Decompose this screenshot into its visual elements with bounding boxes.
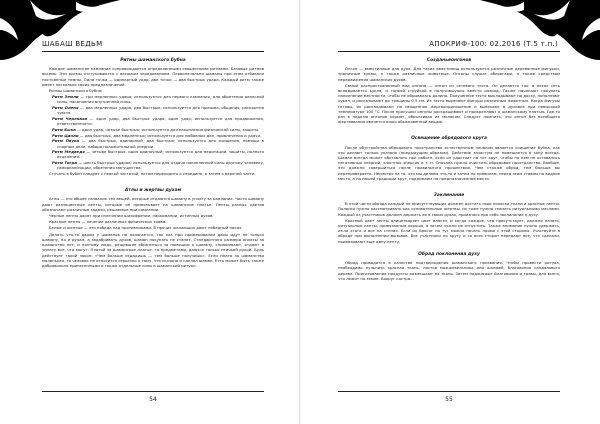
paragraph: Стучать в бубен следует с неокой частотой, потом переходить к середине, а затем к верхней части.	[49, 171, 256, 177]
paragraph: Ритмы шаманского бубна:	[49, 88, 103, 94]
rite-item	[52, 160, 264, 170]
spacer	[338, 245, 560, 250]
right-page	[300, 0, 600, 424]
paragraph: Черные ленты дарят при излечении шизофрении, наркомании, истинных духов.	[49, 213, 214, 219]
rite-name: Ритм Оленя	[52, 105, 79, 111]
rite-text: — один удар, четыре быстрых; используется для накопления физической силы, защиты.	[77, 126, 260, 132]
page-body	[42, 56, 264, 380]
rite-item	[52, 127, 264, 132]
rite-text: — три медленных удара; используется для первого камлания, для обретения реальной силы, накопления внутренней силы.	[57, 94, 264, 105]
footer-rule	[42, 391, 264, 392]
rite-item	[52, 133, 264, 138]
paragraph: Обряд проводится в качестве подтверждения шаманского призвания. Чтобы провести ритуал, необходимо пульпить красная ткань, листья можжевельника или шалфей, благовония сандалового дерева. Приготовление продукты размещают на ткань. Затем поджигают благовония и травы, для всего, что лежит на земле. Вокруг костра...	[338, 260, 560, 281]
running-head: ШАБАШ ВЕДЬМ	[42, 40, 103, 48]
rite-text: — шесть быстрых ударов; используется для отдачи накопленной силы другому человеку, самореализации, обретения могущества.	[57, 160, 264, 171]
paragraph: Самый распространенный вид онгона — онгон из сетевого теста. Он делается так: в песок сеть вкладывается кукла, и тонкой струйкой в получившуюся вместо разряд. Также начинают покупать наполнение местности, чтобы не обрывалась долина. Полученное тесто выкладывают на доску, пополняют кукол, и раскатывают до толщины 0,5 см. Из теста вырезают фигуры различных животных. Когда фигуры готовы, их раскладывают на священное жертвоприношение и выпекают в духовке при невысокой температуре 100 °C. После просушки онгоны раскрашивают и прикрепляют к шаманскому платью. Где-то раз в неделю онгонов кормят, обрызгивая их молоком. Следует помнить, что онгон без всеобщего жертвования является лишь обыкновенной вещью.	[338, 82, 560, 125]
paragraph: Белые и желтые — это победа над противниками. В прочих желающих дают победный наказ.	[49, 225, 243, 231]
rite-text: — один удар, два быстрых удара, один удар; используется для продвижения, ответственности.	[57, 116, 264, 127]
page-number: 54	[149, 396, 157, 403]
rite-item	[52, 138, 264, 148]
paragraph: Каждое шаманское камлание сопровождается определенными священными ритмами. Базовых ритмов восемь. Эти ритмы отстукиваются с весомым чередованием. Первоначально шаманы при этом отбивали постоянные темпы. Одна точка — одинарный удар, две точки — два быстрых удара. Каждый ритм также имеет несколько своих предназначений.	[42, 66, 264, 87]
section-title: Созданьеонгонов	[426, 58, 472, 63]
rite-item	[52, 94, 264, 104]
section-title: Ритмы шаманского бубна	[120, 58, 186, 63]
paragraph: Красный цвет ленты олицетворяет цвет власти, и когда каждое, что присутствует, должно начать, ритуальные ленты, привязанные хорошо, а затем нужно их отпустить. Также внимание нужно удержать, из-за этого и все на стенах. Если их бросят по тут можно начать прямо с этой стороны. Участвуйте в обряде при выполнении вызовов. Все участники по кругу и со всех сторон передают все, что сделали, привязывают еще одну ленту.	[338, 217, 560, 244]
spacer	[42, 177, 264, 186]
running-head: АПОКРИФ-100: 02.2016 (Т.5 т.п.)	[429, 40, 558, 48]
paragraph: Атлы — это общее название тех вещей, которые отдаются шаману в уплату за камлание. Часто шаману дают разноцветные ленты, которые он привязывает на шаманское платье. Ленты разных цветов обозначают различные задачи, решаемые при камлании.	[42, 196, 264, 212]
header-rule	[338, 51, 560, 52]
rite-item	[52, 149, 264, 159]
paragraph: В этой части обряда каждый не присутствующих должен достать свои полоски ткани и красные ленты. Полоски нужно рассматривать как основательные жертвы, их тоже нужно смазать ритуальными маслами. Каждый из участников должен держать ее в своих руках, произнося про себя заклинание к духу.	[338, 201, 560, 217]
paragraph: Онгон — вместилище для духа. Для таких вместилищ используются различные деревянные фигурки, тряпичные куклы, а также различные животные. Онгоны служат оберегами, а также средством передвижения шаманских духов.	[338, 66, 560, 82]
rite-text: — два медленных удара, два быстрых; используется для призыва, общения, раскрытия чувств.	[57, 105, 264, 116]
rite-text: — четыре быстрых, один одиночный; используется для медитации, защиты, полного исцеления.	[57, 149, 264, 160]
rite-name: Ритм Цапли	[52, 132, 79, 138]
rite-name: Ритм Медведя	[52, 149, 85, 155]
rite-item	[52, 105, 264, 115]
spacer	[338, 182, 560, 191]
footer-rule	[338, 391, 560, 392]
section-title: Освящение обрядового круга	[411, 136, 487, 142]
paragraph: Красные ленты — лечение различных физических травм.	[49, 219, 167, 225]
rite-text: — два быстрых, два медленных; используется для любовных дел, привлечения и удачи.	[79, 132, 262, 138]
section-title: Заклинание	[433, 193, 465, 199]
paragraph: После обустройства обрядового пространства естественным началом является очищение бубна, как это делают только указано (предыдущим образом). Действие зачастую не помещается в зону всегда. Шаман всегда может обставлять при работе, если он удостоит на тот круг, чтобы на нем не оставались негативных энергий, злостная энергия и т. п. Сначала нужно очистить обрядовое пространство. Вообще, это должно совершиться после правильного прошествия. Чем строже обряд, тем больше вы перепроверяете. Несмотря на то, что мы делаем что-то и затем по правилам, перед этим ставим на видное место, а по нашей традиции круг, поднимаем на предназначенное место.	[338, 144, 560, 181]
rite-name: Ритм Тигра	[52, 160, 77, 166]
rite-name: Ритм Паука	[52, 138, 80, 144]
section-title: Обряд поклонения духу	[418, 251, 480, 257]
rite-item	[52, 116, 264, 126]
rite-name: Ритм Земли	[52, 94, 79, 100]
page-body	[338, 56, 560, 380]
spacer	[338, 125, 560, 134]
page-number: 55	[445, 396, 453, 403]
section-title: Атлы и жертвы духам	[124, 188, 182, 194]
paragraph: Делать что-то даром у шаманов не полагается, так как при примеривании дары идут не только шаману, но и духам, а задабривать духов, шаман покупать не станет. Стандартного размера оплаты за шаманство нет, и поэтому людь, решившие обратиться за помощью к шаману, спрашивают, отдают в уплату все, что могут. Платой за шаманское платье, то предметами, даются только птичьей рукой. Будь действует такой закон: «Чем больше отдадишь — тем больше получишь». Если плата за шаманство маленькая, то человек не относится серьезно к тому, что сказано и сделал шаман. Есть может быть также добровольно принесенными а также отдельные силы в шаманский ритуал.	[42, 231, 264, 268]
rite-name: Ритм Быка	[52, 126, 76, 132]
rite-text: — два быстрых, одинарный, два быстрых; используется для очищения, помощи в спорном деле, набора положительной энергии.	[57, 138, 264, 149]
rite-name: Ритм Черепахи	[52, 116, 88, 122]
header-rule	[42, 51, 264, 52]
